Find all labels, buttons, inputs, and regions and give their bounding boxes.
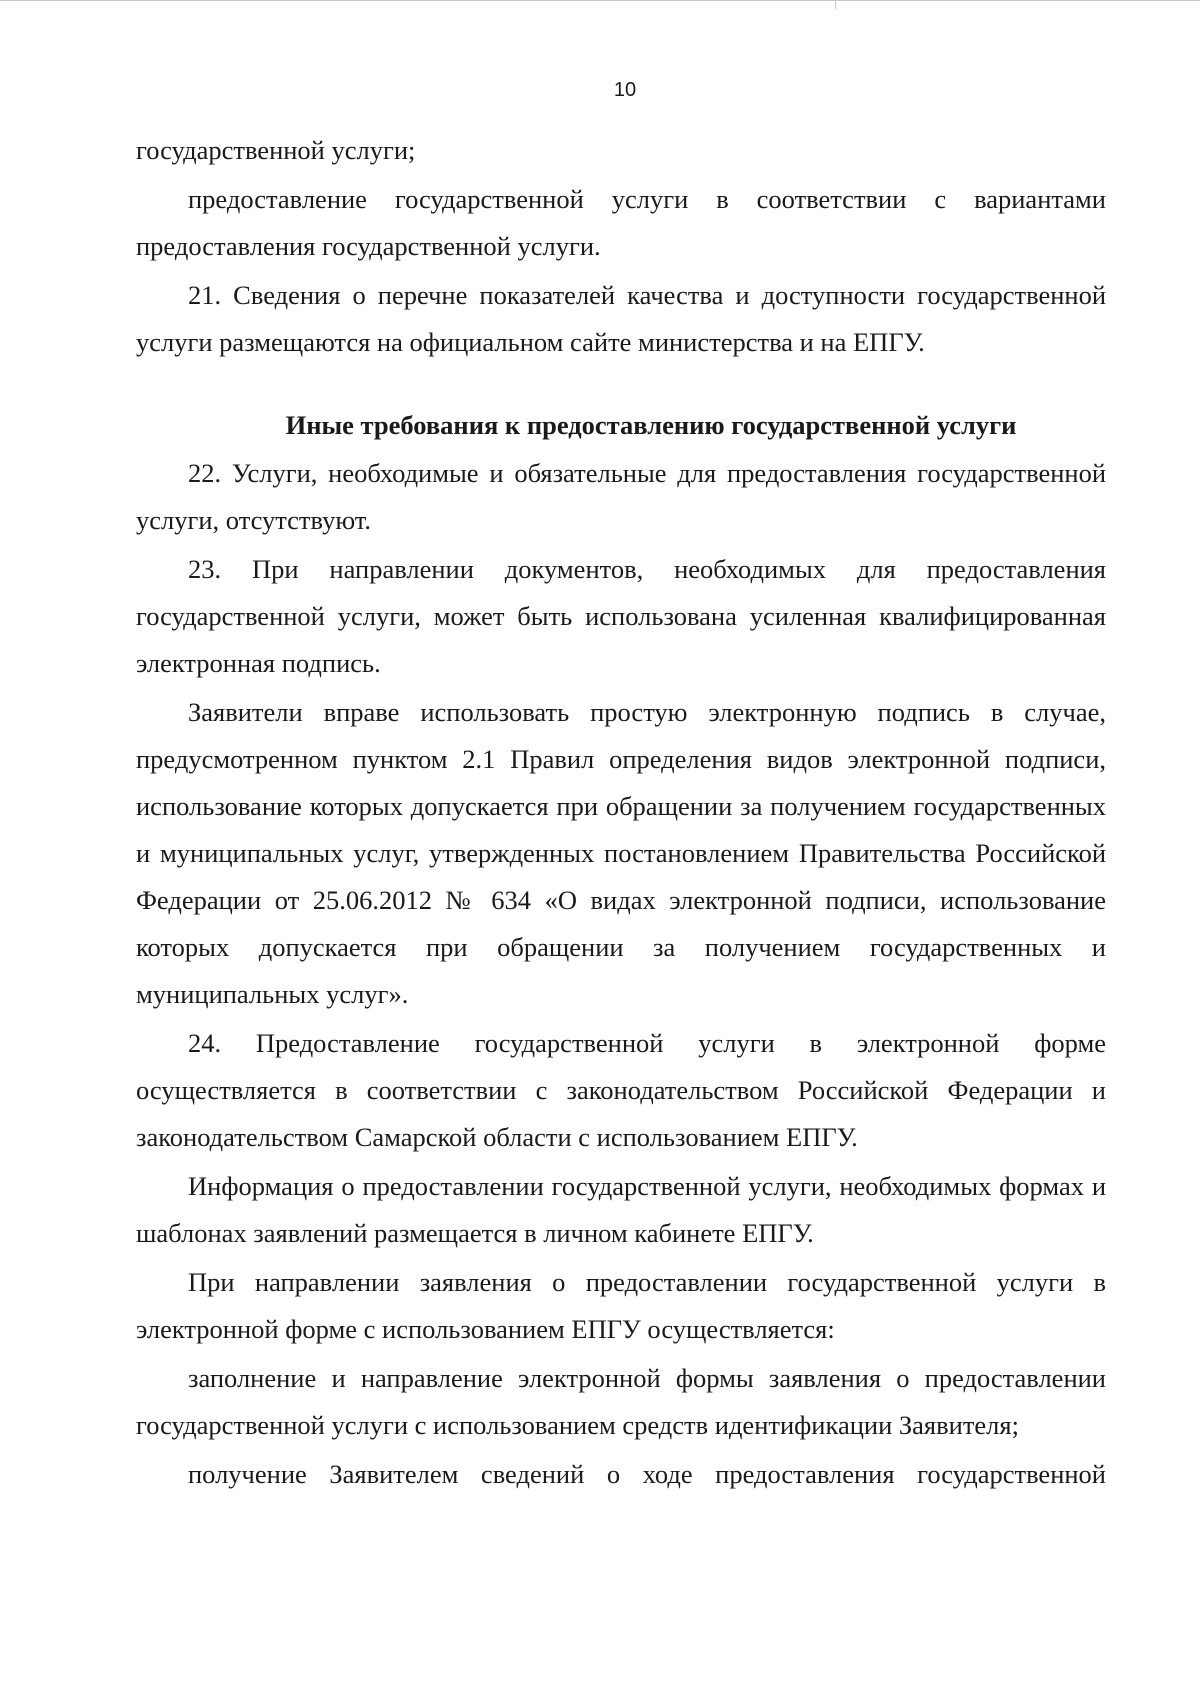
paragraph-item-21: 21. Сведения о перечне показателей качества и доступности государственной услуги размещаются на официальном сайте министерства и на ЕПГУ. bbox=[136, 280, 1106, 357]
paragraph-item-22: 22. Услуги, необходимые и обязательные для предоставления государственной услуги, отсутствуют. bbox=[136, 458, 1106, 535]
section-heading: Иные требования к предоставлению государственной услуги bbox=[285, 410, 1017, 440]
paragraph-epgu-submission: При направлении заявления о предоставлении государственной услуги в электронной форме с использованием ЕПГУ осуществляется: bbox=[136, 1267, 1106, 1344]
page-edge-mark bbox=[835, 1, 836, 9]
paragraph-continued: государственной услуги; bbox=[136, 135, 416, 165]
page-number: 10 bbox=[613, 79, 637, 101]
paragraph-simple-signature: Заявители вправе использовать простую электронную подпись в случае, предусмотренном пунктом 2.1 Правил определения видов электронной подписи, использование которых допускается при обращении за получением государственных и муниципальных услуг, утвержденных постановлением Правительства Российской Федерации от 25.06.2012 № 634 «О видах электронной подписи, использование которых допускается при обращении за получением государственных и муниципальных услуг». bbox=[136, 697, 1106, 1009]
paragraph-epgu-info: Информация о предоставлении государственной услуги, необходимых формах и шаблонах заявлений размещается в личном кабинете ЕПГУ. bbox=[136, 1171, 1106, 1248]
paragraph-status-info: получение Заявителем сведений о ходе предоставления государственной bbox=[188, 1459, 1106, 1489]
paragraph-variants: предоставление государственной услуги в соответствии с вариантами предоставления государственной услуги. bbox=[136, 184, 1106, 261]
paragraph-form-fill: заполнение и направление электронной формы заявления о предоставлении государственной услуги с использованием средств идентификации Заявителя; bbox=[136, 1363, 1106, 1440]
paragraph-item-23: 23. При направлении документов, необходимых для предоставления государственной услуги, может быть использована усиленная квалифицированная электронная подпись. bbox=[136, 554, 1106, 678]
paragraph-item-24: 24. Предоставление государственной услуги в электронной форме осуществляется в соответствии с законодательством Российской Федерации и законодательством Самарской области с использованием ЕПГУ. bbox=[136, 1028, 1106, 1152]
document-body bbox=[136, 127, 1106, 1498]
